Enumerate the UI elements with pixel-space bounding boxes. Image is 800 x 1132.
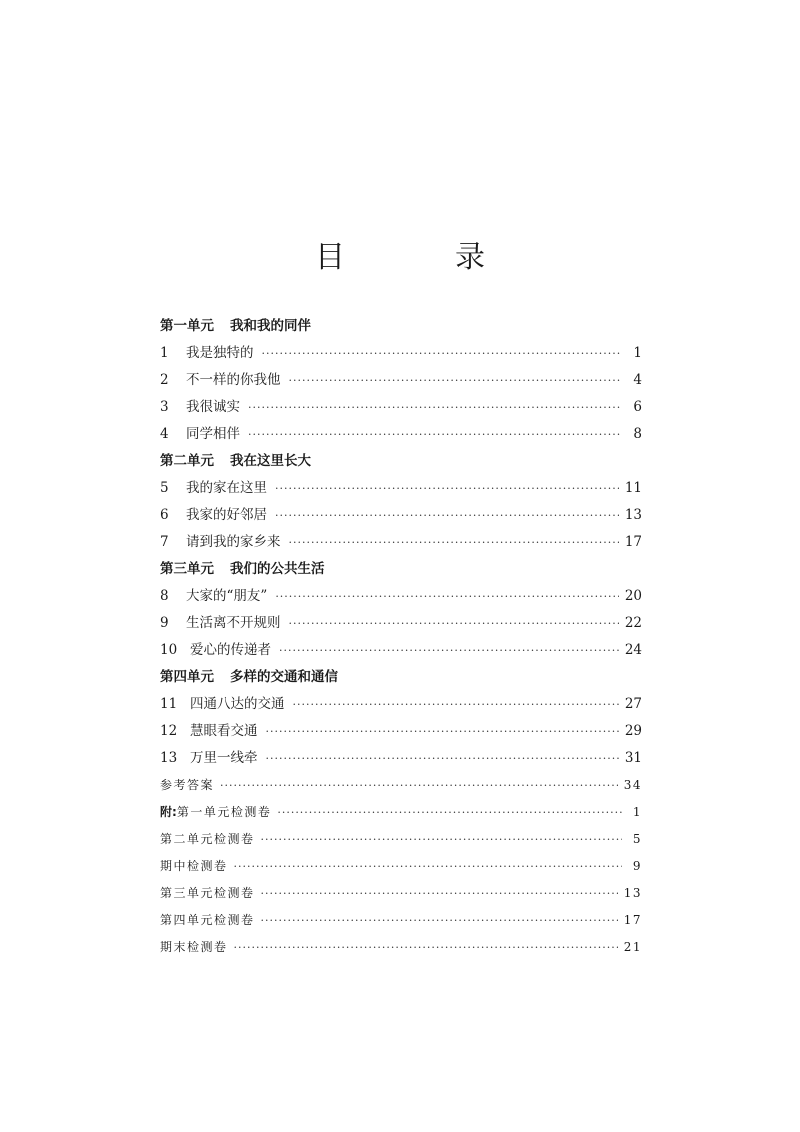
- dot-leader: [266, 745, 619, 772]
- unit-heading: [160, 448, 642, 475]
- page-number: 4: [633, 372, 642, 388]
- page-number: 29: [624, 723, 642, 739]
- page-number: 34: [623, 778, 642, 792]
- toc-entry[interactable]: [160, 718, 642, 745]
- page-number: 24: [624, 642, 642, 658]
- toc-entry[interactable]: [160, 691, 642, 718]
- toc-entry-test[interactable]: [160, 799, 642, 826]
- dot-leader: [261, 907, 618, 934]
- toc-entry[interactable]: [160, 421, 642, 448]
- lesson-title: 爱心的传递者: [190, 642, 271, 658]
- entry-title: 第三单元检测卷: [160, 886, 255, 900]
- page-number: 17: [624, 534, 642, 550]
- table-of-contents: [160, 313, 642, 961]
- page-number: 13: [624, 507, 642, 523]
- dot-leader: [275, 475, 619, 502]
- entry-title: 期末检测卷: [160, 940, 228, 954]
- dot-leader: [289, 610, 619, 637]
- toc-entry[interactable]: [160, 367, 642, 394]
- lesson-number: 6: [160, 507, 169, 523]
- toc-entry[interactable]: [160, 502, 642, 529]
- lesson-number: 10: [160, 642, 178, 658]
- entry-title: 期中检测卷: [160, 859, 228, 873]
- toc-entry[interactable]: [160, 340, 642, 367]
- page-number: 9: [632, 859, 642, 873]
- unit-label: 第一单元: [160, 318, 214, 334]
- unit-label: 第三单元: [160, 561, 214, 577]
- page-number: 13: [623, 886, 642, 900]
- page-number: 1: [633, 345, 642, 361]
- page-number: 20: [624, 588, 642, 604]
- dot-leader: [275, 583, 619, 610]
- dot-leader: [262, 340, 623, 367]
- lesson-title: 同学相伴: [186, 426, 240, 442]
- lesson-number: 5: [160, 480, 169, 496]
- unit-name: 多样的交通和通信: [230, 669, 338, 685]
- dot-leader: [220, 772, 618, 799]
- lesson-number: 3: [160, 399, 169, 415]
- lesson-title: 我很诚实: [186, 399, 240, 415]
- page-number: 8: [633, 426, 642, 442]
- lesson-title: 万里一线牵: [190, 750, 258, 766]
- toc-entry-test[interactable]: [160, 880, 642, 907]
- unit-label: 第四单元: [160, 669, 214, 685]
- entry-title: 第二单元检测卷: [160, 832, 255, 846]
- lesson-title: 大家的“朋友”: [186, 588, 268, 604]
- unit-name: 我们的公共生活: [230, 561, 325, 577]
- lesson-number: 11: [160, 696, 178, 712]
- lesson-title: 慧眼看交通: [190, 723, 258, 739]
- dot-leader: [234, 853, 622, 880]
- dot-leader: [289, 367, 623, 394]
- entry-title: 参考答案: [160, 778, 215, 792]
- page-number: 21: [623, 940, 642, 954]
- toc-entry-answers[interactable]: [160, 772, 642, 799]
- toc-entry[interactable]: [160, 529, 642, 556]
- page-number: 22: [624, 615, 642, 631]
- toc-entry[interactable]: [160, 745, 642, 772]
- unit-heading: [160, 556, 642, 583]
- dot-leader: [289, 529, 619, 556]
- unit-name: 我和我的同伴: [230, 318, 311, 334]
- unit-label: 第二单元: [160, 453, 214, 469]
- toc-entry[interactable]: [160, 475, 642, 502]
- entry-title: 第四单元检测卷: [160, 913, 255, 927]
- lesson-number: 8: [160, 588, 169, 604]
- dot-leader: [275, 502, 619, 529]
- toc-entry[interactable]: [160, 394, 642, 421]
- page-number: 1: [632, 805, 642, 819]
- dot-leader: [277, 799, 622, 826]
- unit-name: 我在这里长大: [230, 453, 311, 469]
- toc-entry[interactable]: [160, 610, 642, 637]
- dot-leader: [261, 826, 622, 853]
- dot-leader: [266, 718, 619, 745]
- lesson-number: 13: [160, 750, 178, 766]
- lesson-title: 四通八达的交通: [190, 696, 285, 712]
- dot-leader: [234, 934, 618, 961]
- dot-leader: [248, 394, 622, 421]
- unit-heading: [160, 313, 642, 340]
- page-number: 31: [624, 750, 642, 766]
- lesson-title: 生活离不开规则: [186, 615, 281, 631]
- lesson-number: 7: [160, 534, 169, 550]
- page-number: 11: [624, 480, 642, 496]
- unit-heading: [160, 664, 642, 691]
- lesson-title: 我是独特的: [186, 345, 254, 361]
- toc-entry[interactable]: [160, 583, 642, 610]
- lesson-title: 我家的好邻居: [186, 507, 267, 523]
- toc-entry[interactable]: [160, 637, 642, 664]
- dot-leader: [248, 421, 622, 448]
- toc-entry-test[interactable]: [160, 934, 642, 961]
- dot-leader: [293, 691, 619, 718]
- lesson-number: 4: [160, 426, 169, 442]
- page-title: 目 录: [315, 240, 525, 275]
- lesson-number: 2: [160, 372, 169, 388]
- dot-leader: [261, 880, 618, 907]
- lesson-number: 9: [160, 615, 169, 631]
- toc-entry-test[interactable]: [160, 853, 642, 880]
- page-number: 17: [623, 913, 642, 927]
- lesson-number: 12: [160, 723, 178, 739]
- dot-leader: [279, 637, 619, 664]
- page-number: 5: [632, 832, 642, 846]
- page-number: 6: [633, 399, 642, 415]
- lesson-title: 请到我的家乡来: [186, 534, 281, 550]
- toc-entry-test[interactable]: [160, 826, 642, 853]
- lesson-title: 不一样的你我他: [186, 372, 281, 388]
- lesson-title: 我的家在这里: [186, 480, 267, 496]
- toc-entry-test[interactable]: [160, 907, 642, 934]
- entry-title: 第一单元检测卷: [176, 805, 272, 819]
- appendix-lead: 附:: [160, 805, 177, 819]
- lesson-number: 1: [160, 345, 169, 361]
- page-number: 27: [624, 696, 642, 712]
